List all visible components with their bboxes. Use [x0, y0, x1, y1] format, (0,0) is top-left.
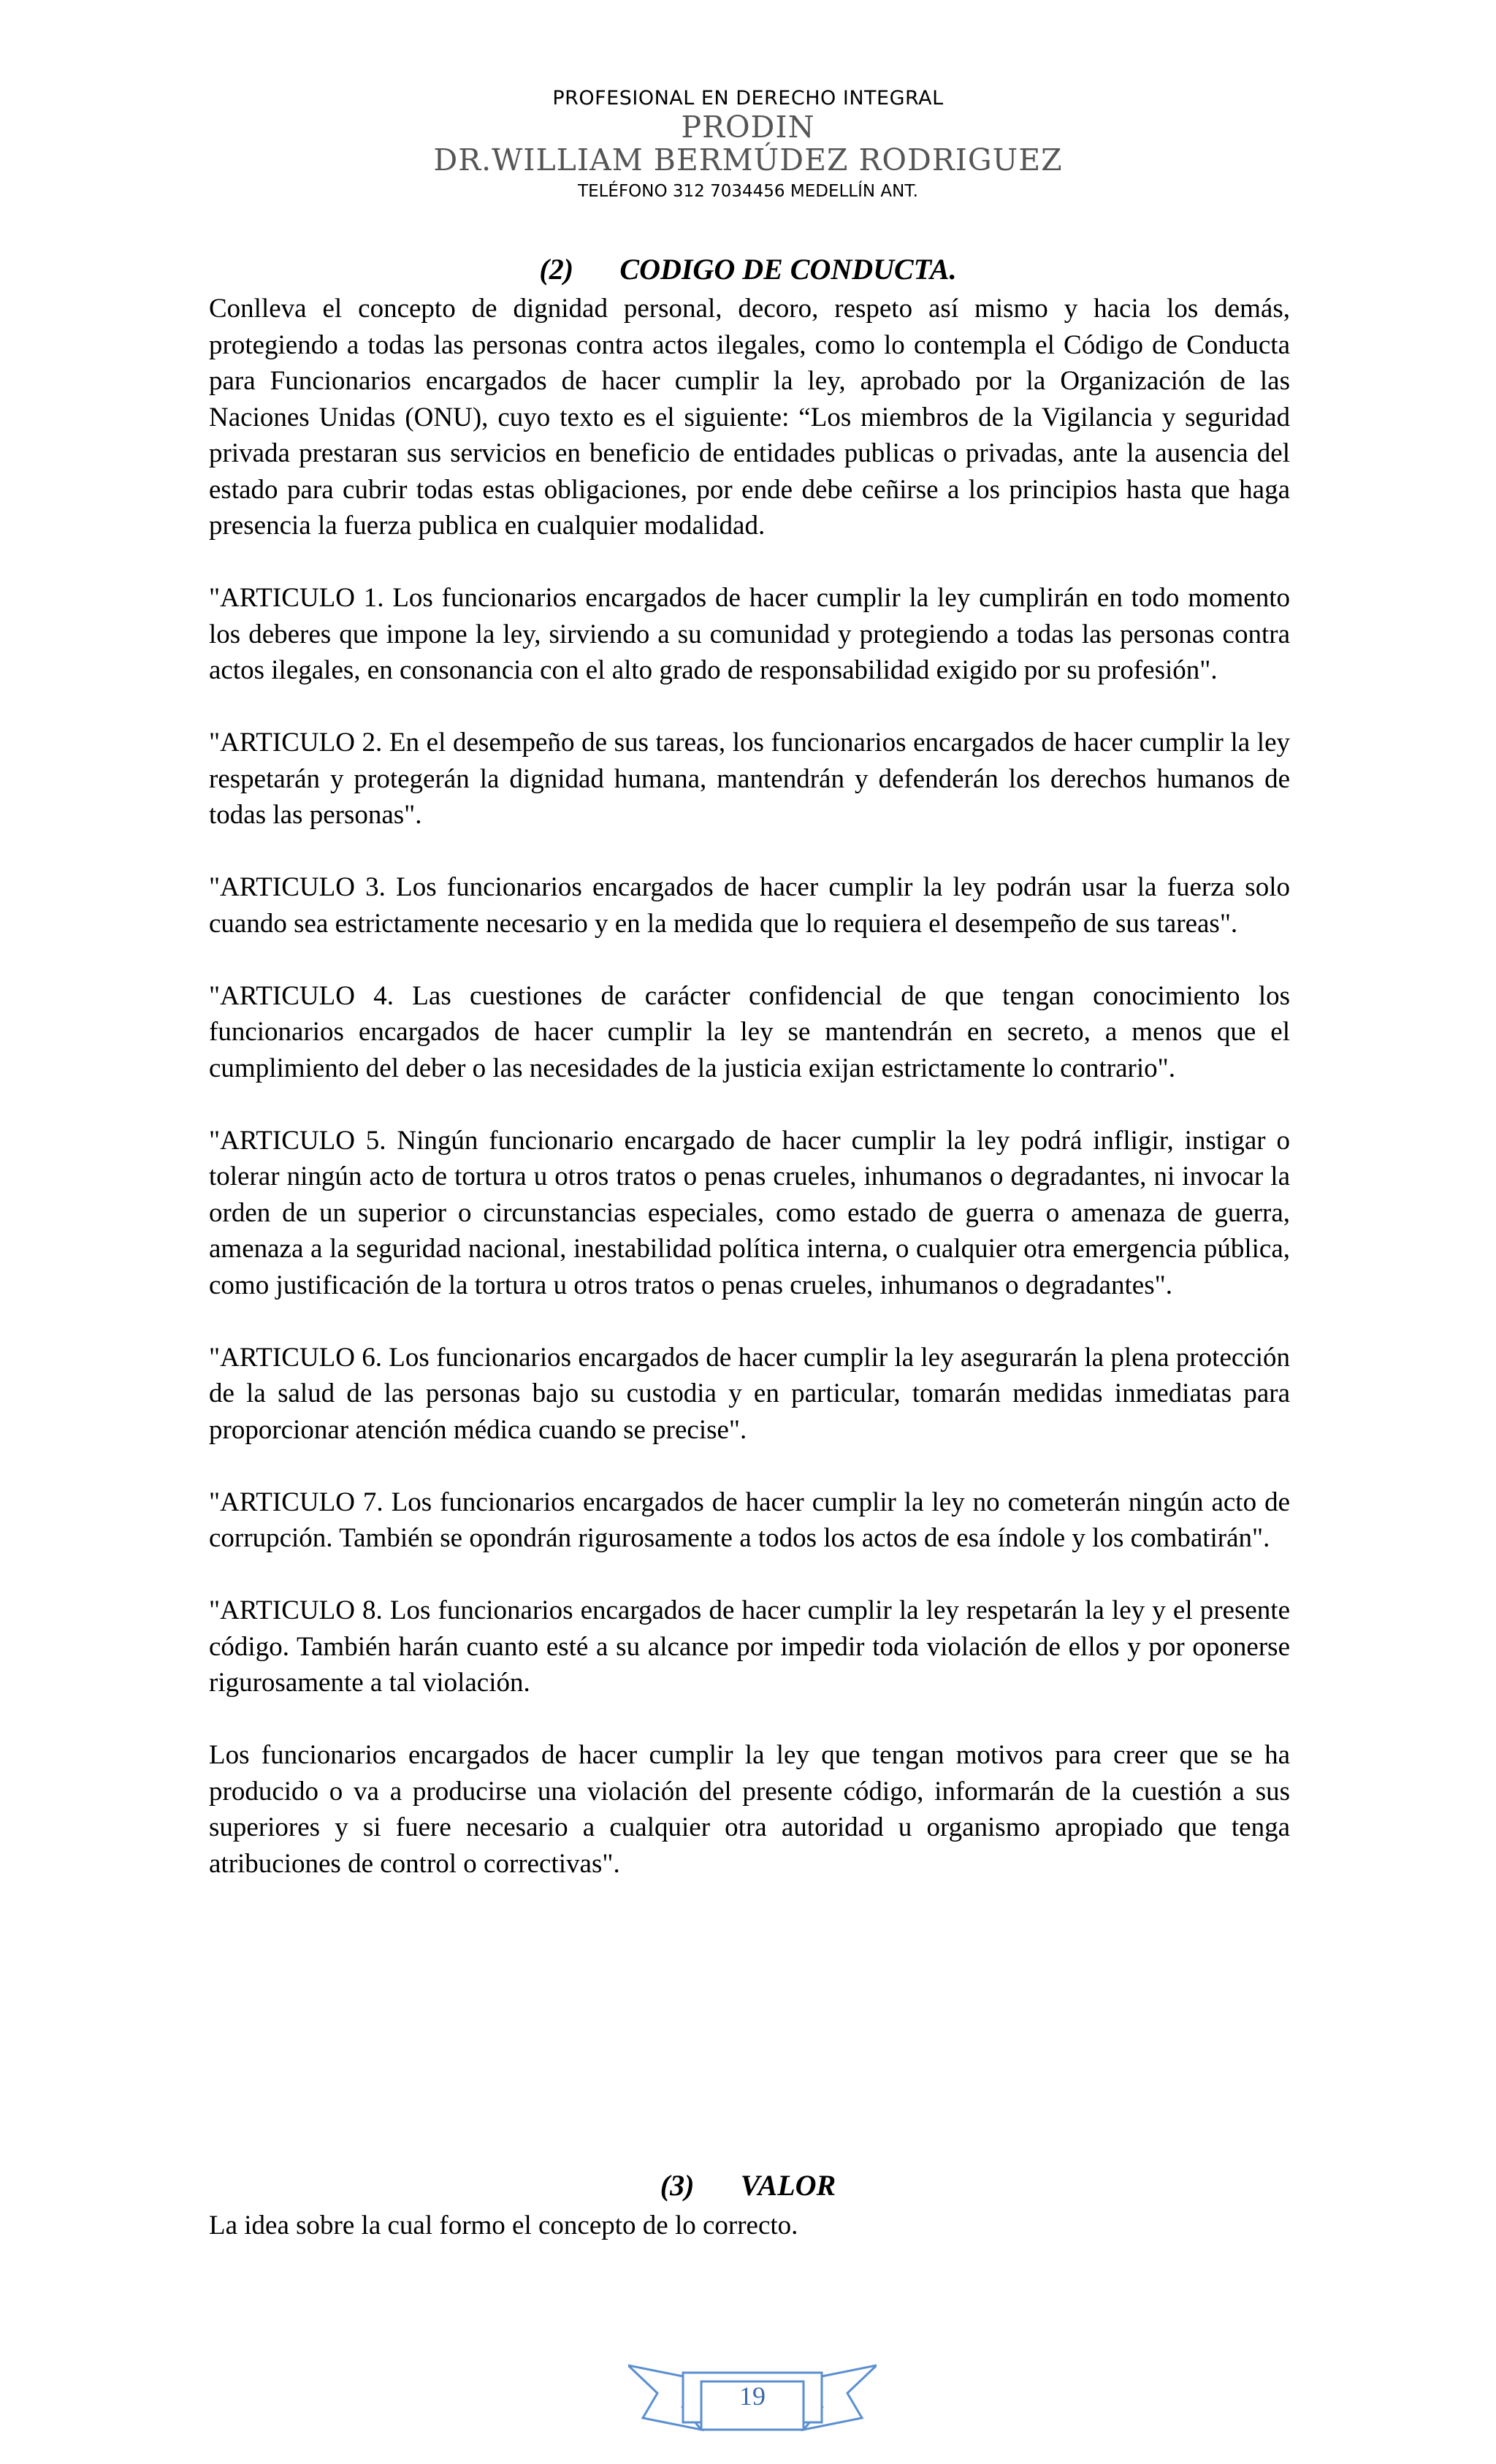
letterhead-lawyer-name: DR.WILLIAM BERMÚDEZ RODRIGUEZ — [433, 142, 1063, 178]
document-body — [209, 291, 1290, 1882]
page-number: 19 — [739, 2381, 766, 2411]
valor-body — [209, 2208, 1290, 2244]
article-3-paragraph: "ARTICULO 3. Los funcionarios encargados de hacer cumplir la ley podrán usar la fuerza solo cuando sea estrictamente necesario y en la medida que lo requiera el desempeño de sus tareas". — [209, 872, 1290, 939]
intro-paragraph: Conlleva el concepto de dignidad personal, decoro, respeto así mismo y hacia los demás, protegiendo a todas las personas contra actos ilegales, como lo contempla el Código de Conducta para Funcionarios encargados de hacer cumplir la ley, aprobado por la Organización de las Naciones Unidas (ONU), cuyo texto es el siguiente: “Los miembros de la Vigilancia y seguridad privada prestaran sus servicios en beneficio de entidades publicas o privadas, ante la ausencia del estado para cubrir todas estas obligaciones, por ende debe ceñirse a los principios hasta que haga presencia la fuerza publica en cualquier modalidad. — [209, 294, 1290, 541]
letterhead-phone: TELÉFONO 312 7034456 MEDELLÍN ANT. — [578, 182, 918, 201]
section-title: VALOR — [740, 2169, 836, 2202]
article-4-paragraph: "ARTICULO 4. Las cuestiones de carácter confidencial de que tengan conocimiento los funcionarios encargados de hacer cumplir la ley se mantendrán en secreto, a menos que el cumplimiento del deber o las necesidades de la justicia exijan estrictamente lo contrario". — [209, 980, 1290, 1083]
letterhead — [0, 86, 1496, 203]
section-number: (2) — [539, 253, 574, 286]
letterhead-firm-name: PROFESIONAL EN DERECHO INTEGRAL — [552, 87, 944, 110]
closing-paragraph: Los funcionarios encargados de hacer cumplir la ley que tengan motivos para creer que se ha producido o va a producirse una violación del presente código, informarán de la cuestión a sus superiores y si fuere necesario a cualquier otra autoridad u organismo apropiado que tenga atribuciones de control o correctivas". — [209, 1740, 1290, 1879]
page-footer — [628, 2358, 877, 2438]
article-7-paragraph: "ARTICULO 7. Los funcionarios encargados de hacer cumplir la ley no cometerán ningún acto de corrupción. También se opondrán rigurosamente a todos los actos de esa índole y los combatirán". — [209, 1487, 1290, 1553]
article-5-paragraph: "ARTICULO 5. Ningún funcionario encargado de hacer cumplir la ley podrá infligir, instigar o tolerar ningún acto de tortura u otros tratos o penas crueles, inhumanos o degradantes, ni invocar la orden de un superior o circunstancias especiales, como estado de guerra o amenaza de guerra, amenaza a la seguridad nacional, inestabilidad política interna, o cualquier otra emergencia pública, como justificación de la tortura u otros tratos o penas crueles, inhumanos o degradantes". — [209, 1125, 1290, 1300]
article-6-paragraph: "ARTICULO 6. Los funcionarios encargados de hacer cumplir la ley asegurarán la plena protección de la salud de las personas bajo su custodia y en particular, tomarán medidas inmediatas para proporcionar atención médica cuando se precise". — [209, 1342, 1290, 1445]
section-heading-codigo — [0, 252, 1496, 287]
section-title: CODIGO DE CONDUCTA. — [619, 253, 957, 286]
letterhead-acronym: PRODIN — [681, 110, 815, 145]
article-1-paragraph: "ARTICULO 1. Los funcionarios encargados de hacer cumplir la ley cumplirán en todo momento los deberes que impone la ley, sirviendo a su comunidad y protegiendo a todas las personas contra actos ilegales, en consonancia con el alto grado de responsabilidad exigido por su profesión". — [209, 583, 1290, 685]
article-2-paragraph: "ARTICULO 2. En el desempeño de sus tareas, los funcionarios encargados de hacer cumplir la ley respetarán y protegerán la dignidad humana, mantendrán y defenderán los derechos humanos de todas las personas". — [209, 728, 1290, 830]
article-8-paragraph: "ARTICULO 8. Los funcionarios encargados de hacer cumplir la ley respetarán la ley y el presente código. También harán cuanto esté a su alcance por impedir toda violación de ellos y por oponerse rigurosamente a tal violación. — [209, 1595, 1290, 1698]
section-heading-valor — [0, 2168, 1496, 2203]
section-number: (3) — [660, 2169, 695, 2202]
valor-definition: La idea sobre la cual formo el concepto de lo correcto. — [209, 2211, 798, 2240]
